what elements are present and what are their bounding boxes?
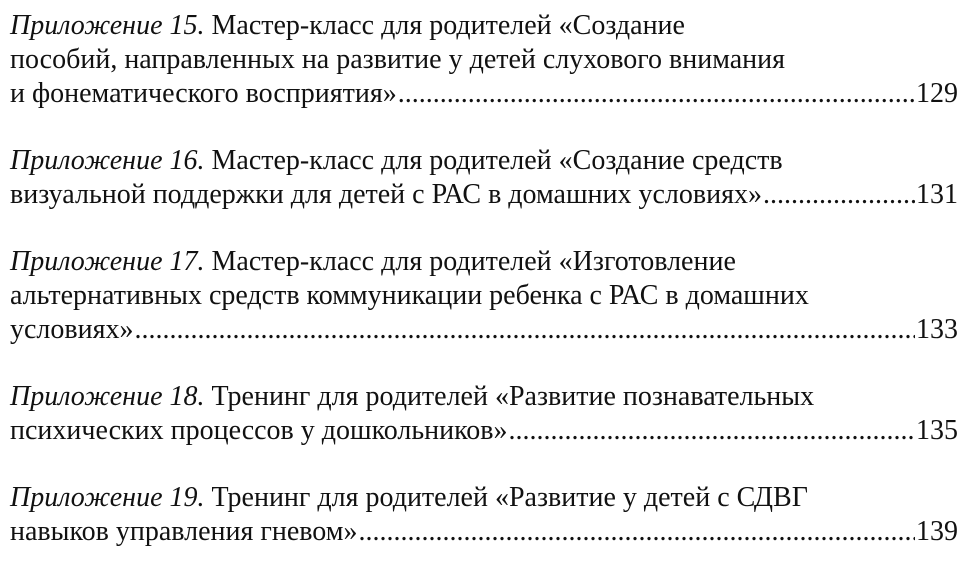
entry-title-text: навыков управления гневом» [10, 516, 358, 547]
entry-title-text: и фонематического восприятия» [10, 78, 397, 109]
toc-entry-line [10, 9, 958, 43]
dot-leader [358, 515, 915, 549]
entry-title-text: визуальной поддержки для детей с РАС в домашних условиях» [10, 179, 762, 210]
entry-title-text: Тренинг для родителей «Развитие у детей с СДВГ [204, 482, 808, 513]
dot-leader [509, 414, 915, 448]
toc-entry-line [10, 43, 958, 77]
toc-entry-line [10, 380, 958, 414]
toc-entry-last-line [10, 414, 958, 448]
entry-title-text: психических процессов у дошкольников» [10, 415, 508, 446]
entry-title-text: Мастер-класс для родителей «Создание [204, 10, 685, 41]
table-of-contents [10, 9, 958, 549]
entry-title-text: Мастер-класс для родителей «Изготовление [204, 246, 736, 277]
page-number: 131 [916, 179, 958, 210]
page-number: 129 [916, 78, 958, 109]
page-number: 133 [916, 314, 958, 345]
toc-entry-line [10, 144, 958, 178]
toc-entry-line [10, 245, 958, 279]
appendix-label: Приложение 18. [10, 381, 205, 412]
appendix-label: Приложение 17. [10, 246, 205, 277]
appendix-label: Приложение 19. [10, 482, 205, 513]
page-number: 135 [916, 415, 958, 446]
toc-entry-appendix-15 [10, 9, 958, 111]
toc-entry-appendix-19 [10, 481, 958, 549]
toc-entry-appendix-17 [10, 245, 958, 347]
entry-title-text: Мастер-класс для родителей «Создание средств [204, 145, 783, 176]
toc-entry-appendix-18 [10, 380, 958, 448]
toc-entry-line [10, 481, 958, 515]
page-number: 139 [916, 516, 958, 547]
appendix-label: Приложение 16. [10, 145, 205, 176]
toc-entry-last-line [10, 77, 958, 111]
toc-entry-last-line [10, 313, 958, 347]
entry-title-text: альтернативных средств коммуникации ребенка с РАС в домашних [10, 280, 809, 311]
toc-entry-last-line [10, 178, 958, 212]
dot-leader [763, 178, 915, 212]
dot-leader [134, 313, 915, 347]
entry-title-text: условиях» [10, 314, 134, 345]
entry-title-text: Тренинг для родителей «Развитие познавательных [204, 381, 815, 412]
toc-entry-last-line [10, 515, 958, 549]
appendix-label: Приложение 15. [10, 10, 205, 41]
entry-title-text: пособий, направленных на развитие у детей слухового внимания [10, 44, 786, 75]
toc-entry-line [10, 279, 958, 313]
dot-leader [398, 77, 915, 111]
toc-entry-appendix-16 [10, 144, 958, 212]
